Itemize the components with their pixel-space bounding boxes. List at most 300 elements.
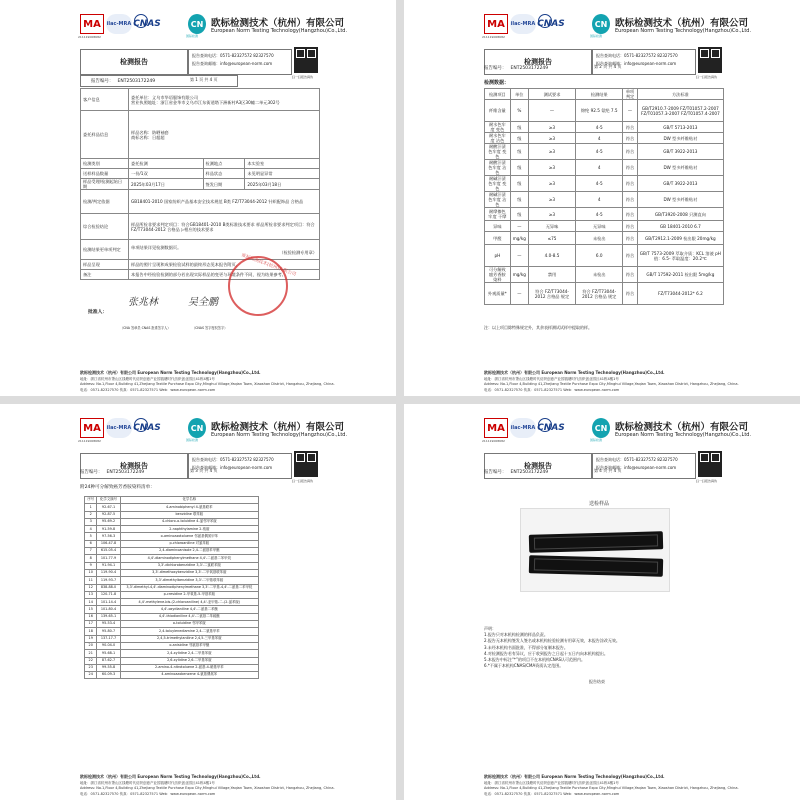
contact-email: 报告查询邮箱：info@european-norm.com	[596, 60, 677, 66]
table-cell: p-chloroaniline 对氯苯胺	[120, 540, 258, 547]
table-row	[81, 179, 320, 190]
sample-photo	[520, 508, 670, 592]
company-name: 欧标检测技术（杭州）有限公司	[211, 18, 345, 29]
table-cell: ≥3	[528, 144, 575, 160]
basis-label: 检测/判定依据	[81, 190, 129, 214]
page-indicator: 第 1 页 共 4 页	[190, 77, 218, 82]
cnas-logo: CNAS	[537, 423, 565, 433]
table-cell: DW 型多纤维贴衬	[637, 160, 723, 176]
footer-address-en: Address: No.1,Floor 4,Building 41,Zhejiang Textile Purchase Expo City,Minghui Village,Yaqian Town, Xiaoshan District, Hangzhou, Zhejiang, China.	[484, 382, 739, 386]
table-cell: 95-68-1	[97, 650, 120, 657]
table-cell: —	[528, 100, 575, 122]
table-cell: 101-77-9	[97, 555, 120, 562]
presentation-value: 样品的照片呈现和成果检验试样的最终形态见本报告附页。	[129, 260, 320, 270]
company-logo-sub: 国际检测	[186, 438, 199, 442]
cnas-logo: CNAS	[133, 19, 161, 29]
company-logo-sub: 国际检测	[590, 34, 603, 38]
table-cell: GB/T 5713-2013	[637, 122, 723, 133]
table-cell: 外观质量*	[485, 283, 511, 305]
table-cell: 符合	[623, 192, 637, 208]
table-cell: 1	[85, 504, 97, 511]
table-row	[85, 664, 259, 671]
table-cell: 级	[510, 192, 528, 208]
table-cell: 60-09-3	[97, 672, 120, 679]
table-row	[85, 591, 259, 598]
company-logo: CN	[188, 14, 206, 34]
footer-address: 地址：浙江省杭州市萧山区钱塘时代纺织创意产业园钱塘时代纺织创业园区41栋4楼1号	[484, 376, 619, 381]
table-row	[85, 526, 259, 533]
table-row	[85, 635, 259, 642]
stamp-caption: （检验检测专用章）	[279, 249, 317, 255]
report-number: ENT2503172249	[510, 65, 549, 71]
footer-address-en: Address: No.1,Floor 4,Building 41,Zhejiang Textile Purchase Expo City,Minghui Village,Yaqian Town, Xiaoshan District, Hangzhou, Zhejiang, China.	[80, 786, 335, 790]
table-row	[485, 221, 724, 232]
contact-email: 报告查询邮箱：info@european-norm.com	[596, 464, 677, 470]
conclusion-value: 样品所检非要求判定项目：符合GB18401-2010 B类标准技术要求 样品所检非要求判定项目：符合FZ/T73044-2012 合格品 ▷相应的技术要求	[129, 214, 320, 240]
approver-label: 批准人：	[88, 310, 108, 315]
table-cell: 禁用	[528, 267, 575, 283]
report-page-2	[404, 0, 800, 396]
table-row	[85, 569, 259, 576]
table-cell: 方法标准	[637, 89, 723, 100]
table-cell: 2,4,5-trimethylaniline 2,4,5-三甲基苯胺	[120, 635, 258, 642]
table-cell: 3,3'-dichlorobenzidine 3,3'-二氯联苯胺	[120, 562, 258, 569]
declaration-item: 2.报告无本机构签发人签名或本机构检验检测专用章无效，本报告涂改无效。	[484, 638, 620, 644]
table-cell: 4	[85, 526, 97, 533]
table-cell: 4	[576, 192, 623, 208]
sleeve-strip-1	[529, 531, 663, 553]
report-end-mark: 报告结束	[589, 679, 605, 684]
table-row	[485, 267, 724, 283]
test-class-label: 检测类别	[81, 159, 129, 169]
report-title: 检测报告	[484, 453, 592, 479]
table-cell: 检测项目	[485, 89, 511, 100]
table-note: 注：以上项目除特殊规定外，其余表样测试试样中提取的样。	[484, 325, 592, 330]
client-name: 委托单位：义乌市华语服饰有限公司	[131, 94, 199, 100]
contact-email: 报告查询邮箱：info@european-norm.com	[192, 60, 273, 66]
contact-phone: 报告查询电话：0571-82327572 82327570	[596, 53, 678, 58]
table-cell: 97-56-3	[97, 533, 120, 540]
remark-label: 备注	[81, 270, 129, 280]
table-cell: 119-93-7	[97, 577, 120, 584]
table-cell: 17	[85, 621, 97, 628]
ma-logo: MA	[484, 14, 508, 34]
table-cell: 101-80-4	[97, 606, 120, 613]
report-number: ENT2503172249	[510, 469, 549, 475]
table-row	[485, 192, 724, 208]
table-cell: 90-04-0	[97, 642, 120, 649]
table-cell: 615-05-4	[97, 548, 120, 555]
company-name: 欧标检测技术（杭州）有限公司	[211, 422, 345, 433]
ma-logo: MA	[80, 14, 104, 34]
company-name: 欧标检测技术（杭州）有限公司	[615, 422, 749, 433]
contact-phone: 报告查询电话：0571-82327572 82327570	[596, 457, 678, 462]
table-cell: 4-5	[576, 144, 623, 160]
footer-contact: 电话：0571-82327570 传真：0571-82327571 Web：www.european-norm.com	[484, 387, 620, 392]
qr-caption: 扫一扫报告真伪	[696, 75, 718, 79]
table-cell: GB/T 7573-2009 萃取介质：KCL 溶液 pH 值：6.5- 萃取温度：20.2℃	[637, 245, 723, 267]
table-cell: 10	[85, 569, 97, 576]
table-cell: 13	[85, 591, 97, 598]
report-header	[0, 0, 396, 42]
table-cell: 符合	[623, 208, 637, 221]
table-cell: 锦纶 92.5 氨纶 7.5	[576, 100, 623, 122]
table-cell: 4	[576, 160, 623, 176]
ilac-logo: ilac-MRA	[106, 418, 132, 438]
signature-2: 吴全鹏	[188, 297, 218, 308]
report-footer	[484, 370, 784, 393]
table-cell: ≤75	[528, 232, 575, 245]
table-cell: 92-67-1	[97, 504, 120, 511]
basis-value: GB18401-2010 国家纺织产品基本安全技术规范 B类 FZ/T73044-2012 针织配饰品 合格品	[129, 190, 320, 214]
declaration-item: 4.对检测报告若有异议，应于收到报告之日起十五日内向本机构提出。	[484, 650, 608, 656]
table-cell: 级	[510, 160, 528, 176]
test-class: 委托检测	[129, 159, 204, 169]
result-value: 单项结果详见检测数据页。	[131, 244, 182, 250]
table-cell: 单项判定	[623, 89, 637, 100]
ma-number: 211119008682	[78, 35, 101, 39]
table-cell: 符合	[623, 283, 637, 305]
table-cell: 化学名称	[120, 497, 258, 504]
table-cell: GB 18401-2010 6.7	[637, 221, 723, 232]
client-address: 营业执照地址：浙江省金华市义乌市江东街道塔下洲新村A3区30幢二单元302号	[131, 99, 280, 105]
table-cell: 3,3'-dimethylbenzidine 3,3'-二甲基联苯胺	[120, 577, 258, 584]
table-row	[85, 533, 259, 540]
qr-code[interactable]	[294, 47, 318, 73]
table-row	[85, 577, 259, 584]
report-contact	[188, 49, 292, 75]
table-cell: 3	[85, 518, 97, 525]
table-row	[81, 214, 320, 240]
footer-address: 地址：浙江省杭州市萧山区钱塘时代纺织创意产业园钱塘时代纺织创业园区41栋4楼1号	[484, 780, 619, 785]
ilac-logo: ilac-MRA	[510, 418, 536, 438]
send-label: 送样样品数量	[81, 169, 129, 179]
test-data-table	[484, 88, 724, 305]
table-cell: GB/T 3922-2013	[637, 176, 723, 192]
table-cell: 耐碱汗渍色牢度 变色	[485, 176, 511, 192]
table-cell: 耐水色牢度 变色	[485, 122, 511, 133]
table-row	[85, 650, 259, 657]
table-cell: 纤维含量	[485, 100, 511, 122]
table-cell: 4-5	[576, 208, 623, 221]
ma-logo: MA	[484, 418, 508, 438]
report-number: ENT2503172249	[117, 78, 156, 84]
presentation-label: 样品呈现	[81, 260, 129, 270]
table-cell: 4-aminoazobenzene 4-氨基偶氮苯	[120, 672, 258, 679]
table-cell: 11	[85, 577, 97, 584]
table-cell: 15	[85, 606, 97, 613]
table-cell: —	[623, 100, 637, 122]
table-cell: —	[510, 283, 528, 305]
state-label: 样品状态	[203, 169, 245, 179]
table-cell: 符合 FZ/T73044-2012 合格品 规定	[528, 283, 575, 305]
table-row	[85, 562, 259, 569]
table-row	[85, 599, 259, 606]
table-row	[85, 504, 259, 511]
report-number-label: 报告编号：	[484, 66, 507, 71]
ma-number: 211119008682	[78, 439, 101, 443]
table-cell: %	[510, 100, 528, 122]
table-cell: 14	[85, 599, 97, 606]
table-cell: GB/T 3922-2013	[637, 144, 723, 160]
trademark: 商标名称：日超超	[131, 134, 165, 140]
report-title: 检测报告	[80, 453, 188, 479]
company-logo-sub: 国际检测	[186, 34, 199, 38]
table-cell: 137-17-7	[97, 635, 120, 642]
table-cell: 符合 FZ/T73044-2012 合格品 规定	[576, 283, 623, 305]
table-cell: mg/kg	[510, 267, 528, 283]
table-cell: 3,3'-dimethoxybenzidine 3,3'-二甲氧基联苯胺	[120, 569, 258, 576]
table-cell: 2-amino-4-nitrotoluene 2-氨基-4-硝基甲苯	[120, 664, 258, 671]
table-row	[485, 232, 724, 245]
table-row	[485, 144, 724, 160]
table-cell: 异味	[485, 221, 511, 232]
contact-phone: 报告查询电话：0571-82327572 82327570	[192, 53, 274, 58]
company-name-en: European Norm Testing Technology(Hangzhou)Co.,Ltd.	[615, 28, 752, 34]
table-row	[81, 89, 320, 111]
table-row	[85, 540, 259, 547]
table-cell: 2,4-diaminoanisole 2,4-二氨基苯甲醚	[120, 548, 258, 555]
table-cell: 4,4'-oxydianiline 4,4'-二氨基二苯醚	[120, 606, 258, 613]
table-cell: 级	[510, 122, 528, 133]
company-logo-sub: 国际检测	[590, 438, 603, 442]
table-cell: 7	[85, 548, 97, 555]
table-row	[81, 159, 320, 169]
table-cell: GB/T2910.7-2009 FZ/T01057.2-2007 FZ/T01057.3-2007 FZ/T01057.4-2007	[637, 100, 723, 122]
test-place-label: 检测地点	[203, 159, 245, 169]
table-row	[85, 642, 259, 649]
table-cell: p-cresidine 2-甲氧基-5-甲基苯胺	[120, 591, 258, 598]
table-cell: o-anisidine 邻氨基苯甲醚	[120, 642, 258, 649]
footer-address: 地址：浙江省杭州市萧山区钱塘时代纺织创意产业园钱塘时代纺织创业园区41栋4楼1号	[80, 780, 215, 785]
table-cell: 2-naphthylamine 2-萘胺	[120, 526, 258, 533]
table-cell: 符合	[623, 160, 637, 176]
table-cell: ≥3	[528, 192, 575, 208]
table-cell: 2,4-toluylenediamine 2,4-二氨基甲苯	[120, 628, 258, 635]
table-header	[485, 89, 724, 100]
table-cell: 95-53-4	[97, 621, 120, 628]
table-cell: 级	[510, 208, 528, 221]
table-cell: 单位	[510, 89, 528, 100]
result-label: 检测结果更单项判定	[81, 240, 129, 260]
table-cell: FZ/T73044-2012* 6.2	[637, 283, 723, 305]
table-cell: 21	[85, 650, 97, 657]
table-cell: GB/T3920-2008 只测直向	[637, 208, 723, 221]
report-number: ENT2503172249	[106, 469, 145, 475]
ma-number: 211119008682	[482, 439, 505, 443]
report-title: 检测报告	[484, 49, 592, 75]
report-title: 检测报告	[80, 49, 188, 75]
table-cell: GB/T 17592-2011 检出限 5mg/kg	[637, 267, 723, 283]
table-cell: 级	[510, 133, 528, 144]
table-cell: 符合	[623, 133, 637, 144]
footer-address-en: Address: No.1,Floor 4,Building 41,Zhejiang Textile Purchase Expo City,Minghui Village,Yaqian Town, Xiaoshan District, Hangzhou, Zhejiang, China.	[80, 382, 335, 386]
client-label: 客户信息	[81, 89, 129, 111]
table-row	[85, 555, 259, 562]
contact-email: 报告查询邮箱：info@european-norm.com	[192, 464, 273, 470]
table-row	[485, 208, 724, 221]
result-cell	[129, 240, 320, 260]
table-row	[485, 160, 724, 176]
table-cell: 4	[576, 133, 623, 144]
table-row	[85, 584, 259, 591]
table-cell: 22	[85, 657, 97, 664]
declaration-item: 3.未经本机构书面批准，不得部分复制本报告。	[484, 644, 568, 650]
table-cell: 未检出	[576, 267, 623, 283]
table-cell: 耐碱汗渍色牢度 沾色	[485, 192, 511, 208]
table-cell: 6	[85, 540, 97, 547]
company-name-en: European Norm Testing Technology(Hangzhou)Co.,Ltd.	[615, 432, 752, 438]
send-value: 一份/1双	[129, 169, 204, 179]
footer-company: 欧标检测技术（杭州）有限公司 European Norm Testing Technology(Hangzhou)Co.,Ltd.	[484, 370, 665, 375]
table-cell: 12	[85, 584, 97, 591]
company-logo: CN	[592, 14, 610, 34]
declaration-item: 6.*不属于本机构CNAS/CMA资质认定范围。	[484, 663, 564, 669]
table-cell: 5	[85, 533, 97, 540]
table-body	[85, 504, 259, 679]
test-place: 本实验室	[245, 159, 320, 169]
page-indicator: 第 3 页 共 4 页	[190, 468, 218, 473]
table-cell: 18	[85, 628, 97, 635]
table-cell: 2	[85, 511, 97, 518]
table-cell: 耐酸汗渍色牢度 沾色	[485, 160, 511, 176]
received-label: 样品受理/检测起始日期	[81, 179, 129, 190]
table-cell: 2,4-xylidine 2,4-二甲基苯胺	[120, 650, 258, 657]
signature-1-caption: （CNA 签章员 CNAS 批准签字人）	[120, 326, 171, 330]
qr-caption: 扫一扫报告真伪	[292, 479, 314, 483]
table-cell: 92-87-5	[97, 511, 120, 518]
footer-contact: 电话：0571-82327570 传真：0571-82327571 Web：www.european-norm.com	[80, 791, 216, 796]
cnas-logo: CNAS	[537, 19, 565, 29]
report-header	[404, 0, 800, 42]
report-page-3	[0, 404, 396, 800]
report-footer	[80, 774, 380, 797]
company-logo: CN	[592, 418, 610, 438]
amine-list-table	[84, 496, 259, 679]
company-name: 欧标检测技术（杭州）有限公司	[615, 18, 749, 29]
table-cell: 2,6-xylidine 2,6-二甲基苯胺	[120, 657, 258, 664]
footer-contact: 电话：0571-82327570 传真：0571-82327571 Web：www.european-norm.com	[80, 387, 216, 392]
table-row	[485, 122, 724, 133]
table-row	[85, 672, 259, 679]
table-cell: 4,4'-thiodianiline 4,4'-二氨基二苯硫醚	[120, 613, 258, 620]
table-cell: 24	[85, 672, 97, 679]
table-cell: 91-94-1	[97, 562, 120, 569]
table-cell: 符合	[623, 176, 637, 192]
table-row	[485, 176, 724, 192]
table-cell: 序号	[85, 497, 97, 504]
state-value: 未见明显异常	[245, 169, 320, 179]
table-cell: ≥3	[528, 208, 575, 221]
table-cell: ≥3	[528, 160, 575, 176]
table-cell: 16	[85, 613, 97, 620]
sample-caption: 送检样品	[589, 501, 610, 507]
qr-code[interactable]	[294, 451, 318, 477]
table-cell: pH	[485, 245, 511, 267]
declaration-title: 声明：	[484, 626, 496, 631]
table-cell: 87-62-7	[97, 657, 120, 664]
report-page-4	[404, 404, 800, 800]
report-page-1	[0, 0, 396, 396]
conclusion-label: 综合检验结论	[81, 214, 129, 240]
section-title: 附24种可分解致癌芳香胺染料清单：	[80, 485, 155, 490]
table-cell: 4-aminobiphenyl 4-氨基联苯	[120, 504, 258, 511]
report-footer	[484, 774, 784, 797]
table-cell: 符合	[623, 245, 637, 267]
table-cell: 无异味	[576, 221, 623, 232]
table-cell: DW 型多纤维贴衬	[637, 192, 723, 208]
qr-caption: 扫一扫报告真伪	[292, 75, 314, 79]
footer-company: 欧标检测技术（杭州）有限公司 European Norm Testing Technology(Hangzhou)Co.,Ltd.	[80, 774, 261, 779]
footer-address: 地址：浙江省杭州市萧山区钱塘时代纺织创意产业园钱塘时代纺织创业园区41栋4楼1号	[80, 376, 215, 381]
table-cell: 106-47-8	[97, 540, 120, 547]
table-cell: 检测结果	[576, 89, 623, 100]
table-cell: ≥3	[528, 122, 575, 133]
report-number-label: 报告编号：	[80, 470, 103, 475]
ma-number: 211119008682	[482, 35, 505, 39]
table-row	[85, 613, 259, 620]
qr-code[interactable]	[698, 451, 722, 477]
table-cell: 101-14-4	[97, 599, 120, 606]
ma-logo: MA	[80, 418, 104, 438]
table-cell: 9	[85, 562, 97, 569]
table-cell: —	[510, 221, 528, 232]
table-cell: 符合	[623, 221, 637, 232]
section-title: 检测数据：	[484, 80, 510, 86]
table-cell: 119-90-4	[97, 569, 120, 576]
page-indicator: 第 2 页 共 4 页	[594, 64, 622, 69]
table-cell: 甲醛	[485, 232, 511, 245]
table-cell: 级	[510, 176, 528, 192]
table-row	[81, 190, 320, 214]
table-row	[485, 245, 724, 267]
table-cell: 20	[85, 642, 97, 649]
table-cell: 4,4'-methylene-bis-(2-chloroaniline) 4,4'-亚甲基-二-(2-氯苯胺)	[120, 599, 258, 606]
table-header	[85, 497, 259, 504]
issued-label: 签发日期	[203, 179, 245, 190]
footer-contact: 电话：0571-82327570 传真：0571-82327571 Web：www.european-norm.com	[484, 791, 620, 796]
table-cell: 4,4'-diaminodiphenylmethane 4,4'-二氨基二苯甲烷	[120, 555, 258, 562]
table-cell: 8	[85, 555, 97, 562]
company-logo: CN	[188, 418, 206, 438]
signature-2-caption: （CNAS 签字授权签字）	[192, 326, 228, 330]
table-cell: 6.0	[576, 245, 623, 267]
table-row	[485, 283, 724, 305]
issued-date: 2025年03月18日	[245, 179, 320, 190]
table-row	[485, 133, 724, 144]
ilac-logo: ilac-MRA	[106, 14, 132, 34]
table-cell: benzidine 联苯胺	[120, 511, 258, 518]
table-cell: 可分解致癌芳香胺染料	[485, 267, 511, 283]
table-cell: 符合	[623, 144, 637, 160]
sample-label: 委托样品信息	[81, 111, 129, 159]
table-cell: o-aminoazotoluene 邻氨基偶氮甲苯	[120, 533, 258, 540]
company-name-en: European Norm Testing Technology(Hangzhou)Co.,Ltd.	[211, 28, 348, 34]
table-cell: —	[510, 245, 528, 267]
table-cell: 耐摩擦色牢度 干摩	[485, 208, 511, 221]
table-row	[85, 548, 259, 555]
table-cell: 95-69-2	[97, 518, 120, 525]
declaration	[484, 626, 734, 669]
report-number-label: 报告编号：	[91, 79, 114, 84]
table-cell: 99-55-8	[97, 664, 120, 671]
table-cell: 耐水色牢度 沾色	[485, 133, 511, 144]
table-cell: 4-chloro-o-toluidine 4-氯邻甲苯胺	[120, 518, 258, 525]
report-number-label: 报告编号：	[484, 470, 507, 475]
table-cell: 139-65-1	[97, 613, 120, 620]
declaration-item: 1.报告只对本机构检测的样品负责。	[484, 632, 548, 638]
table-row	[85, 657, 259, 664]
